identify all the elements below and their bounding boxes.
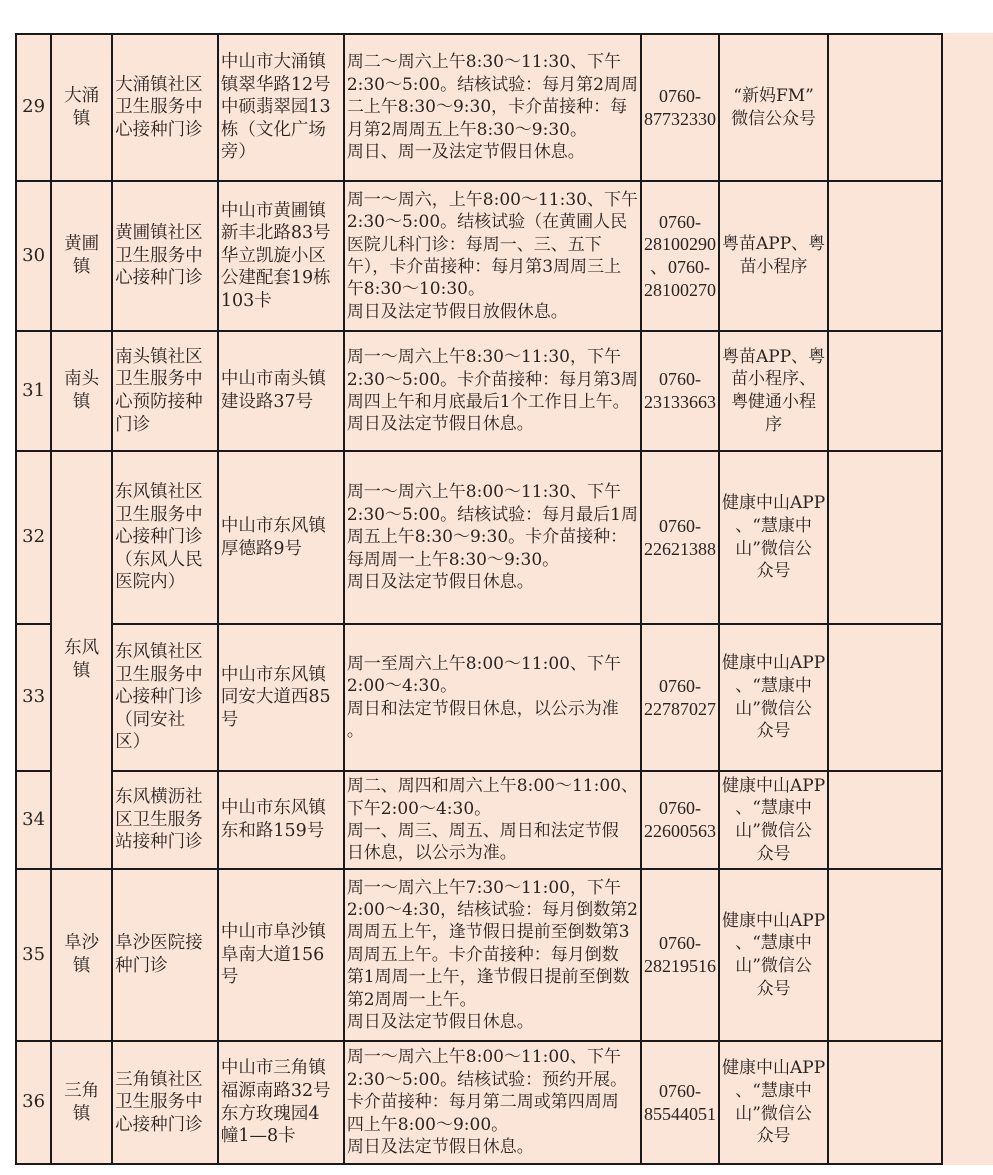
hours-line: 周一至周六上午8:00～11:00、下午 [346,653,621,674]
channel-line: 健康中山APP [721,653,826,674]
hours-line: 周一～周六，上午8:00～11:30、下午 [346,189,638,210]
address-cell [218,1041,344,1164]
town-line: 镇 [72,257,91,277]
clinic-line: 心接种门诊 [115,687,203,708]
address-cell [218,869,344,1041]
address-line: 东和路159号 [220,821,325,841]
town-cell [51,34,112,181]
service-hours-cell [344,181,641,331]
channel-line: 、“慧康中 [735,1080,812,1101]
hours-line: 2:30～5:00。结核试验：每月最后1周 [346,504,638,525]
hours-line: 周二、周四和周六上午8:00～11:00、 [346,776,638,797]
address-line: 中山市南头镇 [220,369,326,390]
phone-cell [641,331,719,451]
address-cell [218,331,344,451]
clinic-line: 阜沙医院接 [115,933,203,954]
address-line: 东方玫瑰园4 [220,1103,320,1124]
hours-line: 每周周一上午8:30～9:30。 [346,549,560,570]
hours-line: 2:30～5:00。结核试验：预约开展。 [346,1069,628,1090]
hours-line: 周五上午8:30～9:30。卡介苗接种： [346,527,628,548]
address-line: 旁） [220,142,256,163]
town-cell [51,451,112,869]
clinic-name-cell [112,34,218,181]
phone-cell [641,624,719,771]
address-line: 中山市阜沙镇 [220,922,326,943]
clinic-name-cell [112,869,218,1041]
town-line: 镇 [72,108,91,129]
address-line: 栋（文化广场 [220,119,326,140]
hours-line: 医院儿科门诊：每周一、三、五下 [346,234,602,255]
row-number: 33 [16,624,51,771]
address-line: 号 [220,709,239,730]
table-row [16,624,992,771]
channel-line: 粤苗APP、粤 [721,234,826,255]
channel-line: 众号 [756,1126,791,1147]
service-hours-cell [344,624,641,771]
phone-line: 0760- [658,211,701,232]
hours-line: 四上午8:00～9:00。 [346,1114,509,1135]
address-line: 厚德路9号 [220,538,302,559]
clinic-line: 门诊 [115,414,151,435]
address-line: 中山市三角镇 [220,1058,326,1079]
hours-line: 月第2周周五上午8:30～9:30。 [346,119,587,140]
address-line: 幢1—8卡 [220,1126,296,1147]
channel-line: 众号 [756,721,791,742]
table-body [16,34,992,1164]
town-line: 镇 [72,661,91,681]
phone-line: 0760- [658,85,701,106]
channel-line: 山”微信公 [735,821,812,841]
clinic-line: 心接种门诊 [115,268,203,289]
channel-line: 山”微信公 [735,538,812,559]
clinic-line: 卫生服务中 [115,1092,203,1113]
town-line: 镇 [72,392,91,412]
town-line: 三角 [64,1080,100,1101]
hours-line: 周四上午和月底最后1个工作日上午。 [346,392,630,412]
vaccination-clinic-table [15,33,993,1165]
town-cell [51,1041,112,1164]
clinic-line: 东风镇社区 [115,642,203,663]
phone-line: 85544051 [643,1103,716,1124]
hours-line: 周日及法定节假日休息。 [346,1137,534,1158]
channel-line: 、“慧康中 [735,515,812,536]
town-line: 阜沙 [64,933,100,954]
clinic-line: 心预防接种 [115,392,203,412]
booking-channel-cell [719,331,828,451]
note-cell [828,181,942,331]
channel-line: 苗小程序 [739,257,808,277]
phone-cell [641,1041,719,1164]
address-line: 建设路37号 [220,392,314,412]
hours-line: 2:30～5:00。结核试验：每月第2周周 [346,74,638,95]
address-line: 华立凯旋小区 [220,245,326,266]
address-line: 同安大道西85 [220,687,331,708]
channel-line: 众号 [756,978,791,999]
channel-line: 粤苗APP、粤 [721,346,826,367]
clinic-line: 大涌镇社区 [115,74,203,95]
hours-line: 周一～周六上午8:00～11:00、下午 [346,1047,621,1068]
hours-line: 周日、周一及法定节假日休息。 [346,142,585,163]
booking-channel-cell [719,34,828,181]
address-line: 公建配套19栋 [220,268,331,289]
clinic-line: 种门诊 [115,956,168,976]
hours-line: 周一～周六上午8:30～11:30，下午 [346,347,621,368]
channel-line: 山”微信公 [735,698,812,719]
row-number: 29 [16,34,51,181]
table-row [16,451,992,624]
hours-line: 周一、周三、周五、周日和法定节假 [346,821,619,841]
table-row [16,1041,992,1164]
channel-line: 山”微信公 [735,1103,812,1124]
note-cell [828,869,942,1041]
channel-line: 健康中山APP [721,910,826,931]
channel-line: 序 [765,414,783,435]
hours-line: 周日和法定节假日休息，以公示为准 [346,698,619,719]
service-hours-cell [344,869,641,1041]
table-row [16,771,992,869]
town-cell [51,331,112,451]
clinic-line: 站接种门诊 [115,832,203,853]
clinic-line: 区） [115,732,151,753]
town-cell [51,869,112,1041]
booking-channel-cell [719,869,828,1041]
row-number: 34 [16,771,51,869]
channel-line: 众号 [756,561,791,582]
hours-line: 周日及法定节假日休息。 [346,572,534,593]
town-line: 东风 [64,638,100,659]
address-cell [218,624,344,771]
booking-channel-cell [719,624,828,771]
row-number: 30 [16,181,51,331]
channel-line: 微信公众号 [731,108,817,129]
note-cell [828,451,942,624]
clinic-line: 心接种门诊 [115,119,203,140]
phone-line: 0760- [658,798,701,819]
hours-line: 2:30～5:00。卡介苗接种：每月第3周 [346,369,638,390]
phone-line: 0760- [658,369,701,390]
row-number: 32 [16,451,51,624]
clinic-line: 卫生服务中 [115,369,203,390]
hours-line: 周周五上午。卡介苗接种：每月倒数 [346,944,619,965]
table-row [16,869,992,1041]
address-line: 中山市黄圃镇 [220,200,326,221]
hours-line: 周二～周六上午8:30～11:30、下午 [346,52,621,73]
address-line: 中山市东风镇 [220,798,326,819]
phone-line: 0760- [658,675,701,696]
hours-line: 周日及法定节假日休息。 [346,1012,534,1033]
channel-line: 众号 [756,843,791,864]
hours-line: 下午2:00～4:30。 [346,798,492,819]
hours-line: 第2周周一上午。 [346,989,477,1010]
hours-line: 周一～周六上午8:00～11:30、下午 [346,482,621,503]
clinic-name-cell [112,1041,218,1164]
clinic-line: （同安社 [115,709,186,730]
channel-line: 健康中山APP [721,493,826,514]
address-line: 新丰北路83号 [220,223,331,244]
channel-line: 、“慧康中 [735,798,812,819]
clinic-line: （东风人民 [115,549,203,570]
service-hours-cell [344,331,641,451]
clinic-line: 卫生服务中 [115,245,203,266]
hours-line: 卡介苗接种：每月第二周或第四周周 [346,1092,619,1113]
clinic-name-cell [112,451,218,624]
clinic-line: 医院内） [115,572,186,593]
row-number: 36 [16,1041,51,1164]
clinic-line: 卫生服务中 [115,664,203,685]
channel-line: 、“慧康中 [735,675,812,696]
phone-cell [641,869,719,1041]
hours-line: 2:00～4:30，结核试验：每月倒数第2 [346,899,638,920]
clinic-line: 心接种门诊 [115,527,203,548]
address-line: 号 [220,967,239,988]
address-line: 镇翠华路12号 [220,74,331,95]
phone-cell [641,451,719,624]
vaccination-clinic-table-sheet [15,33,993,1165]
hours-line: 2:30～5:00。结核试验（在黄圃人民 [346,212,628,233]
hours-line: 周周五上午，逢节假日提前至倒数第3 [346,922,630,943]
clinic-line: 南头镇社区 [115,346,203,367]
clinic-line: 东风镇社区 [115,482,203,503]
hours-line: 2:00～4:30。 [346,676,458,697]
service-hours-cell [344,34,641,181]
note-cell [828,331,942,451]
hours-line: 二上午8:30～9:30，卡介苗接种：每 [346,97,628,118]
hours-line: 午8:30～10:30。 [346,279,485,300]
phone-line: 22600563 [643,821,716,841]
clinic-line: 东风横沥社 [115,787,203,808]
clinic-line: 三角镇社区 [115,1069,203,1090]
phone-line: 22787027 [643,698,716,719]
phone-line: 0760- [658,933,701,954]
phone-cell [641,181,719,331]
town-cell [51,181,112,331]
phone-line: 28100270 [643,279,716,300]
phone-line: 28219516 [643,956,716,976]
hours-line: 午），卡介苗接种：每月第3周周三上 [346,257,622,277]
phone-line: 0760- [658,515,701,536]
hours-line: 周一～周六上午7:30～11:00，下午 [346,877,621,898]
note-cell [828,1041,942,1164]
booking-channel-cell [719,451,828,624]
address-line: 中山市东风镇 [220,515,326,536]
hours-line: 日休息，以公示为准。 [346,843,517,864]
table-row [16,331,992,451]
clinic-name-cell [112,181,218,331]
channel-line: “新妈FM” [733,85,814,106]
service-hours-cell [344,771,641,869]
service-hours-cell [344,1041,641,1164]
town-line: 黄圃 [64,234,100,255]
hours-line: 周日及法定节假日休息。 [346,414,534,435]
town-line: 镇 [72,956,91,976]
address-line: 中山市大涌镇 [220,52,326,73]
address-line: 中硕翡翠园13 [220,97,331,118]
phone-cell [641,771,719,869]
address-line: 中山市东风镇 [220,664,326,685]
clinic-line: 卫生服务中 [115,504,203,525]
channel-line: 粤健通小程 [731,392,817,412]
clinic-line: 区卫生服务 [115,809,203,830]
booking-channel-cell [719,1041,828,1164]
clinic-line: 卫生服务中 [115,97,203,118]
note-cell [828,624,942,771]
table-row [16,181,992,331]
phone-cell [641,34,719,181]
hours-line: 周日及法定节假日放假休息。 [346,301,568,322]
channel-line: 健康中山APP [721,1058,826,1079]
channel-line: 健康中山APP [721,775,826,796]
address-line: 阜南大道156 [220,944,325,965]
hours-line: 第1周周一上午，逢节假日提前至倒数 [346,967,630,988]
hours-line: 。 [346,720,364,741]
clinic-line: 心接种门诊 [115,1114,203,1135]
clinic-name-cell [112,331,218,451]
address-line: 103卡 [220,290,272,311]
channel-line: 苗小程序、 [731,369,817,390]
address-cell [218,771,344,869]
address-cell [218,451,344,624]
town-line: 南头 [64,369,100,390]
channel-line: 、“慧康中 [735,933,812,954]
address-line: 福源南路32号 [220,1080,331,1101]
clinic-name-cell [112,771,218,869]
note-cell [828,34,942,181]
row-number: 31 [16,331,51,451]
phone-line: 23133663 [643,392,716,412]
phone-line: 22621388 [643,538,716,559]
address-cell [218,181,344,331]
row-number: 35 [16,869,51,1041]
town-line: 镇 [72,1103,91,1124]
phone-line: 0760- [658,1080,701,1101]
channel-line: 山”微信公 [735,956,812,976]
booking-channel-cell [719,771,828,869]
table-row [16,34,992,181]
phone-line: 、0760- [649,257,710,277]
note-cell [828,771,942,869]
clinic-line: 黄圃镇社区 [115,223,203,244]
service-hours-cell [344,451,641,624]
booking-channel-cell [719,181,828,331]
town-line: 大涌 [64,85,100,106]
clinic-name-cell [112,624,218,771]
phone-line: 28100290 [643,234,716,255]
address-cell [218,34,344,181]
phone-line: 87732330 [643,108,716,129]
